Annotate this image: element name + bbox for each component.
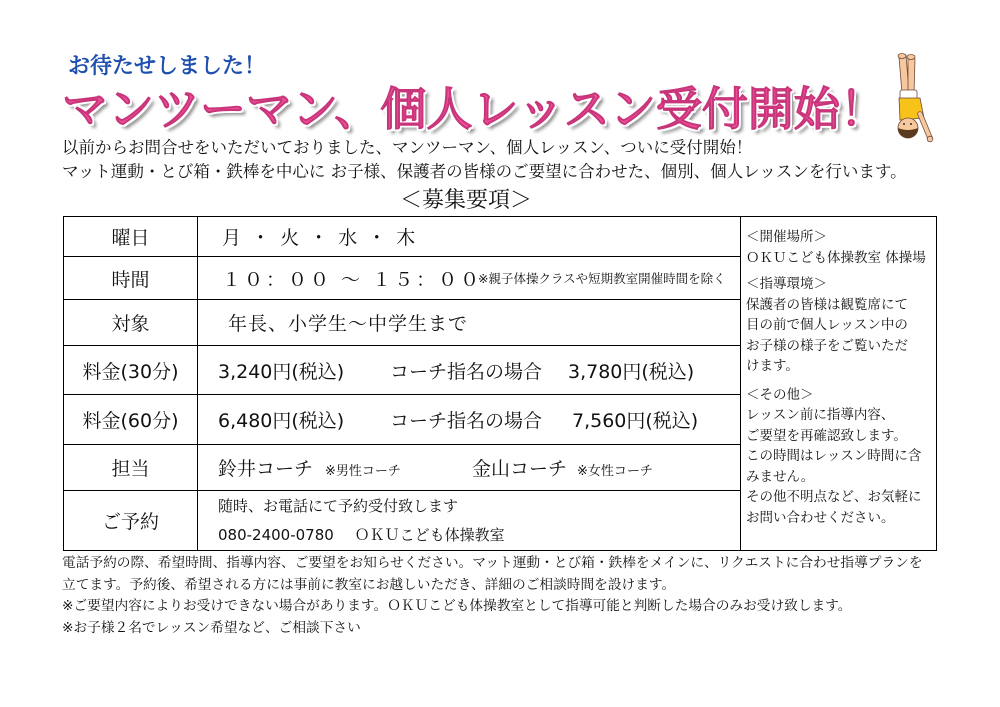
fee-30-nomination-label: コーチ指名の場合: [390, 360, 543, 383]
environment-line: お子様の様子をご覧いただ: [746, 337, 908, 354]
environment-section: [746, 274, 936, 377]
row-time: [64, 257, 740, 300]
coach-item: [472, 454, 653, 481]
fee-30-label: 料金(30分): [64, 346, 198, 394]
fee-60-label: 料金(60分): [64, 395, 198, 444]
environment-heading: ＜指導環境＞: [746, 276, 827, 292]
row-target: [64, 300, 740, 346]
intro-text: [62, 136, 907, 184]
section-heading: ＜募集要項＞: [400, 188, 533, 213]
row-reservation: [64, 491, 740, 550]
lead-text: お待たせしました！: [68, 54, 267, 79]
child-head: [898, 118, 918, 138]
coach-name: 鈴井コーチ: [218, 458, 314, 480]
reservation-contact: [218, 521, 505, 550]
child-arm: [920, 114, 933, 142]
target-label: 対象: [64, 300, 198, 345]
reservation-label: ご予約: [64, 491, 198, 550]
note-line: 立てます。予約後、希望される方には事前に教室にお越しいただき、詳細のご相談時間を設けます。: [62, 576, 676, 593]
fee-60-value: [198, 395, 740, 444]
coach-name: 金山コーチ: [472, 458, 568, 480]
fee-30-price: 3,240円(税込): [218, 360, 345, 383]
other-heading: ＜その他＞: [746, 386, 814, 403]
reservation-value: [198, 491, 740, 550]
environment-line: けます。: [746, 358, 799, 374]
other-line: みません。: [746, 468, 815, 485]
row-fee-60: [64, 395, 740, 445]
venue-heading: ＜開催場所＞: [746, 229, 827, 245]
other-line: レッスン前に指導内容、: [746, 407, 895, 423]
target-value: [198, 300, 740, 345]
note-line: ※お子様２名でレッスン希望など、ご相談下さい: [62, 619, 361, 636]
side-info: [741, 217, 936, 550]
coaches-value: [198, 445, 740, 490]
intro-line: マット運動・とび箱・鉄棒を中心に お子様、保護者の皆様のご要望に合わせた、個別、個人レッスンを行います。: [62, 162, 907, 181]
note-line: 電話予約の際、希望時間、指導内容、ご要望をお知らせください。マット運動・とび箱・鉄棒をメインに、リクエストに合わせ指導プランを: [62, 555, 923, 571]
coach-note: ※女性コーチ: [577, 464, 653, 479]
days-value: [198, 217, 740, 256]
reservation-text: 随時、お電話にて予約受付致します: [218, 497, 459, 515]
environment-line: 目の前で個人レッスン中の: [746, 317, 908, 333]
days-text: 月 ・ 火 ・ 水 ・ 木: [222, 227, 418, 249]
row-days: [64, 217, 740, 257]
footer-notes: [62, 553, 923, 639]
row-coaches: [64, 445, 740, 491]
venue-line: ＯＫＵこども体操教室 体操場: [746, 249, 926, 266]
recruitment-table: [63, 216, 937, 551]
other-line: この時間はレッスン時間に含: [746, 448, 922, 464]
details-table: [64, 217, 741, 550]
time-text: １０：００ ～ １５：００: [222, 268, 483, 291]
coach-item: [218, 454, 472, 481]
other-line: その他不明点など、お気軽に: [746, 489, 922, 505]
time-label: 時間: [64, 257, 198, 299]
fee-60-price: 6,480円(税込): [218, 410, 345, 432]
school-name: ＯＫＵこども体操教室: [354, 526, 505, 544]
fee-30-nomination-price: 3,780円(税込): [568, 360, 695, 383]
environment-line: 保護者の皆様は観覧席にて: [746, 296, 908, 313]
main-title: マンツーマン、個人レッスン受付開始！: [62, 82, 886, 136]
child-legs: [898, 54, 915, 94]
fee-30-value: [198, 346, 740, 394]
intro-line: 以前からお問合せをいただいておりました、マンツーマン、個人レッスン、ついに受付開始！: [62, 138, 753, 157]
row-fee-30: [64, 346, 740, 395]
coach-note: ※男性コーチ: [325, 464, 401, 479]
other-section: [746, 385, 936, 529]
time-note: ※親子体操クラスや短期教室開催時間を除く: [478, 271, 726, 286]
time-value: [198, 257, 740, 299]
fee-60-nomination-label: コーチ指名の場合: [390, 410, 543, 432]
other-line: ご要望を再確認致します。: [746, 427, 907, 444]
fee-60-nomination-price: 7,560円(税込): [572, 410, 699, 432]
handstand-child-illustration: [890, 52, 940, 144]
other-line: お問い合わせください。: [746, 509, 895, 526]
target-text: 年長、小学生～中学生まで: [228, 313, 469, 335]
venue-section: [746, 227, 936, 268]
days-label: 曜日: [64, 217, 198, 256]
phone-number: 080-2400-0780: [218, 526, 334, 544]
coaches-label: 担当: [64, 445, 198, 490]
note-line: ※ご要望内容によりお受けできない場合があります。ＯＫＵこども体操教室として指導可能と判断した場合のみお受け致します。: [62, 598, 852, 614]
